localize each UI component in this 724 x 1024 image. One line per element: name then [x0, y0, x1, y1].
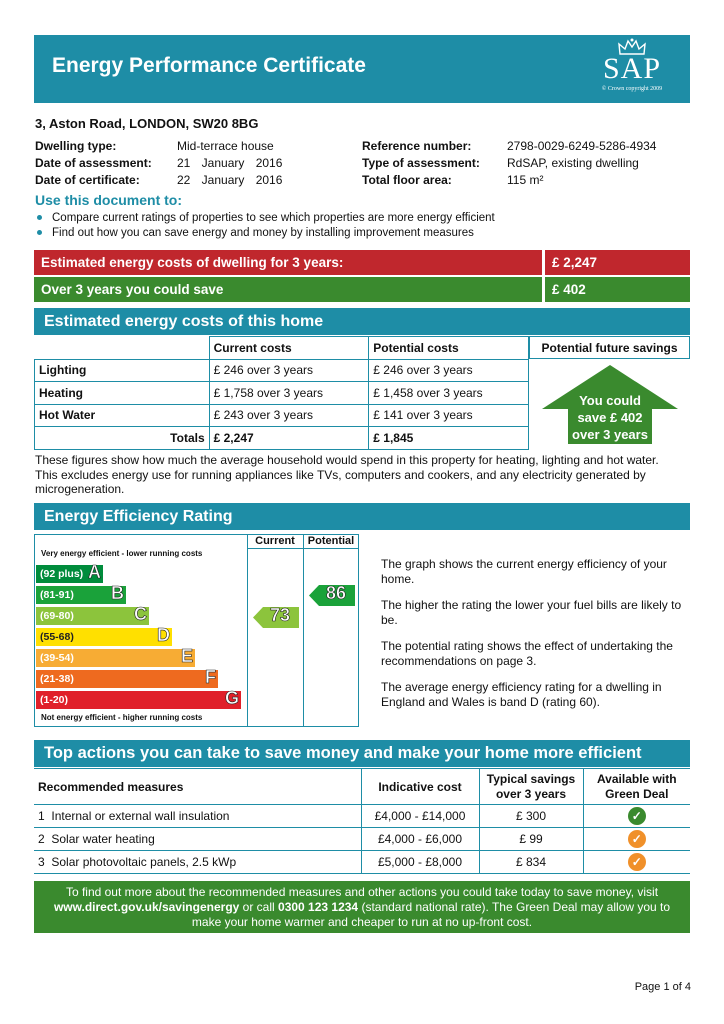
assessment-type-value: RdSAP, existing dwelling: [507, 156, 639, 170]
table-row: 2 Solar water heating £4,000 - £6,000 £ 99 ✓: [34, 828, 690, 851]
costs-table: [34, 336, 529, 450]
rating-band: [36, 667, 218, 688]
certificate-date-label: Date of certificate:: [35, 173, 140, 187]
list-item: Compare current ratings of properties to see which properties are more energy efficient: [37, 212, 495, 224]
savingenergy-link[interactable]: www.direct.gov.uk/savingenergy: [53, 900, 240, 914]
chart-bottom-caption: Not energy efficient - higher running costs: [41, 713, 203, 722]
band-range: (39-54): [40, 652, 74, 664]
actions-section-title: Top actions you can take to save money and make your home more efficient: [34, 740, 690, 767]
current-column-header: Current: [255, 535, 295, 547]
assessment-type-label: Type of assessment:: [362, 156, 480, 170]
use-document-title: Use this document to:: [35, 192, 183, 208]
floor-area-value: 115 m²: [507, 173, 544, 187]
sap-logo: [584, 38, 680, 100]
rating-band: [36, 625, 172, 646]
band-letter: F: [205, 667, 216, 687]
measures-header: Recommended measures: [34, 769, 361, 805]
floor-area-label: Total floor area:: [362, 173, 452, 187]
rating-band: [36, 604, 149, 625]
property-address: 3, Aston Road, LONDON, SW20 8BG: [35, 116, 259, 131]
band-letter: D: [157, 625, 170, 645]
rating-explanation: The graph shows the current energy efficiency of your home. The higher the rating the lower your fuel bills are likely to be. The potential rating shows the effect of undertaking the recommendations on page 3. The average energy efficiency rating for a dwelling in England and Wales is band D (rating 60).: [381, 557, 682, 709]
phone-number: 0300 123 1234: [278, 900, 359, 914]
band-letter: E: [180, 646, 193, 666]
table-row: 3 Solar photovoltaic panels, 2.5 kWp £5,000 - £8,000 £ 834 ✓: [34, 851, 690, 874]
check-icon: ✓: [628, 807, 646, 825]
band-letter: B: [111, 583, 124, 603]
dwelling-type-label: Dwelling type:: [35, 139, 117, 153]
savings-header: Typical savings over 3 years: [479, 769, 583, 805]
reference-label: Reference number:: [362, 139, 472, 153]
rating-band: [36, 646, 195, 667]
bullet-icon: [37, 230, 42, 235]
potential-column-header: Potential: [307, 535, 355, 547]
reference-value: 2798-0029-6249-5286-4934: [507, 139, 657, 153]
savings-label: Over 3 years you could save: [34, 277, 542, 302]
crown-icon: [617, 38, 647, 56]
band-range: (81-91): [40, 589, 74, 601]
estimated-costs-label: Estimated energy costs of dwelling for 3 years:: [34, 250, 542, 275]
future-savings-header: Potential future savings: [529, 336, 690, 359]
table-row: 1 Internal or external wall insulation £4,000 - £14,000 £ 300 ✓: [34, 805, 690, 828]
rating-section-title: Energy Efficiency Rating: [34, 503, 690, 530]
rating-band: [36, 688, 241, 709]
potential-rating-value: 86: [325, 583, 347, 603]
page-number: Page 1 of 4: [634, 981, 691, 993]
band-range: (1-20): [40, 694, 69, 706]
assessment-date-value: 21 January 2016: [177, 156, 283, 170]
assessment-date-label: Date of assessment:: [35, 156, 152, 170]
savings-value: £ 402: [545, 277, 690, 302]
cost-header: Indicative cost: [361, 769, 479, 805]
band-range: (55-68): [40, 631, 74, 643]
table-row: Lighting £ 246 over 3 years £ 246 over 3 years: [35, 359, 529, 382]
green-deal-header: Available with Green Deal: [583, 769, 690, 805]
check-icon: ✓: [628, 830, 646, 848]
band-letter: A: [88, 562, 101, 582]
list-item: Find out how you can save energy and money by installing improvement measures: [37, 227, 474, 239]
potential-costs-header: Potential costs: [369, 337, 529, 360]
dwelling-type-value: Mid-terrace house: [177, 139, 274, 153]
band-letter: C: [134, 604, 147, 624]
actions-table: [34, 768, 690, 874]
savings-arrow-text: You could save £ 402 over 3 years: [572, 393, 648, 442]
band-range: (69-80): [40, 610, 74, 622]
table-row: Hot Water £ 243 over 3 years £ 141 over 3 years: [35, 404, 529, 427]
rating-band: [36, 562, 103, 583]
band-range: (21-38): [40, 673, 74, 685]
certificate-date-value: 22 January 2016: [177, 173, 283, 187]
current-rating-value: 73: [269, 605, 291, 625]
estimated-costs-value: £ 2,247: [545, 250, 690, 275]
footer-info-box: To find out more about the recommended measures and other actions you could take today to save money, visit www.direct.gov.uk/savingenergy or call 0300 123 1234 (standard national rate). The Green Deal may allow you to make your home warmer and cheaper to run at no up-front cost.: [34, 881, 690, 933]
chart-top-caption: Very energy efficient - lower running costs: [41, 549, 203, 558]
band-letter: G: [224, 688, 239, 708]
costs-explanation: These figures show how much the average household would spend in this property for heating, lighting and hot water. This excludes energy use for running appliances like TVs, computers and cookers, and any electricity generated by microgeneration.: [35, 453, 659, 496]
table-row: Heating £ 1,758 over 3 years £ 1,458 over 3 years: [35, 382, 529, 405]
current-costs-header: Current costs: [209, 337, 369, 360]
costs-section-title: Estimated energy costs of this home: [34, 308, 690, 335]
sap-logo-text: SAP: [602, 52, 662, 85]
check-icon: ✓: [628, 853, 646, 871]
totals-row: Totals £ 2,247 £ 1,845: [35, 427, 529, 450]
page-title: Energy Performance Certificate: [52, 54, 366, 77]
rating-band: [36, 583, 126, 604]
band-range: (92 plus): [40, 568, 84, 580]
crown-copyright: © Crown copyright 2009: [601, 86, 663, 92]
bullet-icon: [37, 215, 42, 220]
